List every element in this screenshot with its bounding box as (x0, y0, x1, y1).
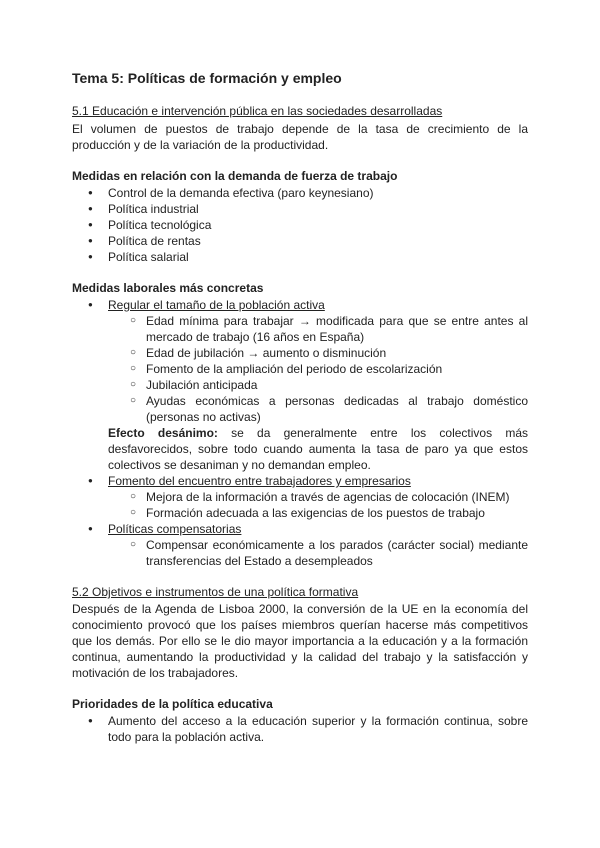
list-item: ● Fomento del encuentro entre trabajadores y empresarios (88, 473, 528, 489)
population-sublist (130, 313, 528, 425)
list-item: ○ Compensar económicamente a los parados (carácter social) mediante transferencias del Estado a desempleados (130, 537, 528, 569)
priorities-heading: Prioridades de la política educativa (72, 697, 273, 711)
discouragement-effect-text: se da generalmente entre los colectivos más desfavorecidos, sobre todo cuando aumenta la tasa de paro ya que estos colectivos se desaniman y no demandan empleo. (108, 426, 528, 472)
priorities-list (88, 713, 528, 745)
labour-measures-heading: Medidas laborales más concretas (72, 281, 264, 295)
list-item: ○ Mejora de la información a través de agencias de colocación (INEM) (130, 489, 528, 505)
list-item: ● Aumento del acceso a la educación superior y la formación continua, sobre todo para la población activa. (88, 713, 528, 745)
demand-measures-heading: Medidas en relación con la demanda de fuerza de trabajo (72, 169, 398, 183)
matching-sublist (130, 489, 528, 521)
demand-measures-list (88, 185, 528, 265)
list-item: ○ Fomento de la ampliación del periodo de escolarización (130, 361, 528, 377)
list-item: ○ Ayudas económicas a personas dedicadas al trabajo doméstico (personas no activas) (130, 393, 528, 425)
list-item: ● Política de rentas (88, 233, 528, 249)
section-5-1-heading: 5.1 Educación e intervención pública en las sociedades desarrolladas (72, 104, 443, 118)
list-item: ● Política salarial (88, 249, 528, 265)
compensation-sublist (130, 537, 528, 569)
list-item: ● Control de la demanda efectiva (paro keynesiano) (88, 185, 528, 201)
list-item: ○ Edad mínima para trabajar → modificada para que se entre antes al mercado de trabajo (16 años en España) (130, 313, 528, 345)
list-item: ● Política tecnológica (88, 217, 528, 233)
list-item: ○ Formación adecuada a las exigencias de los puestos de trabajo (130, 505, 528, 521)
labour-measures-list-3 (88, 521, 528, 537)
section-5-2-heading: 5.2 Objetivos e instrumentos de una política formativa (72, 585, 359, 599)
discouragement-effect-paragraph (108, 425, 528, 473)
list-item: ○ Jubilación anticipada (130, 377, 528, 393)
page-title: Tema 5: Políticas de formación y empleo (72, 70, 342, 86)
discouragement-effect-label: Efecto desánimo: (108, 426, 218, 440)
section-5-1-paragraph: El volumen de puestos de trabajo depende de la tasa de crecimiento de la producción y de la variación de la productividad. (72, 122, 528, 152)
labour-measures-list-2 (88, 473, 528, 489)
list-item: ○ Edad de jubilación → aumento o disminución (130, 345, 528, 361)
labour-measures-list-1 (88, 297, 528, 313)
list-item: ● Política industrial (88, 201, 528, 217)
section-5-2-paragraph: Después de la Agenda de Lisboa 2000, la conversión de la UE en la economía del conocimiento provocó que los países miembros querían hacerse más competitivos que los demás. Por ello se le dio mayor importancia a la educación y a la formación continua, aumentando la productividad y la calidad del trabajo y la satisfacción y motivación de los trabajadores. (72, 602, 528, 680)
list-item: ● Políticas compensatorias (88, 521, 528, 537)
list-item: ● Regular el tamaño de la población activa (88, 297, 528, 313)
